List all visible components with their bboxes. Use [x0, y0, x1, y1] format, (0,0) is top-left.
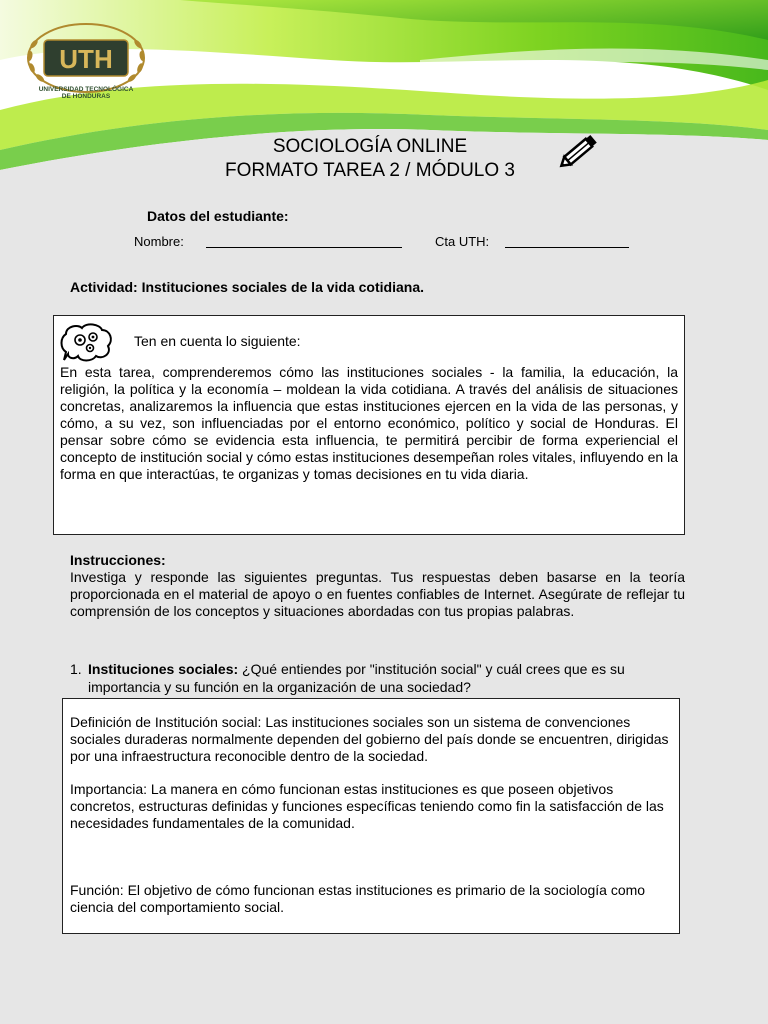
note-heading: Ten en cuenta lo siguiente: — [134, 333, 301, 349]
answer-definition: Definición de Institución social: Las instituciones sociales son un sistema de convenciones sociales duraderas normalmente dependen del gobierno del país donde se encuentren, dirigidas por una infraestructura reconocible dentro de la sociedad. — [70, 714, 669, 764]
name-field[interactable] — [206, 247, 402, 248]
pencil-icon — [556, 130, 602, 172]
instructions-body: Investiga y responde las siguientes preguntas. Tus respuestas deben basarse en la teoría proporcionada en el material de apoyo o en fuentes confiables de Internet. Asegúrate de reflejar tu comprensión de los conceptos y situaciones abordadas con tus propias palabras. — [70, 569, 685, 619]
student-data-heading: Datos del estudiante: — [147, 208, 289, 224]
logo-caption-line1: UNIVERSIDAD TECNOLÓGICA — [38, 86, 134, 93]
assignment-title: FORMATO TAREA 2 / MÓDULO 3 — [225, 160, 515, 181]
question-number: 1. — [70, 661, 82, 677]
activity-label: Actividad: Instituciones sociales de la vida cotidiana. — [70, 279, 424, 295]
course-title: SOCIOLOGÍA ONLINE — [272, 136, 468, 157]
question-text: ¿Qué entiendes por "institución social" y cuál crees que es su importancia y su función en la organización de una sociedad? — [88, 661, 625, 695]
logo-caption-line2: DE HONDURAS — [61, 93, 111, 100]
answer-box[interactable] — [62, 698, 680, 934]
question-topic: Instituciones sociales: — [88, 661, 239, 677]
thinking-head-icon — [58, 322, 114, 362]
logo-text: UTH — [59, 44, 113, 74]
account-field[interactable] — [505, 247, 629, 248]
note-box — [53, 315, 685, 535]
answer-function: Función: El objetivo de cómo funcionan estas instituciones es primario de la sociología como ciencia del comportamiento social. — [70, 882, 646, 915]
answer-importance: Importancia: La manera en cómo funcionan estas instituciones es que poseen objetivos concretos, estructuras definidas y funciones específicas teniendo como fin la satisfacción de las necesidades fundamentales de la comunidad. — [70, 781, 664, 831]
account-label: Cta UTH: — [435, 234, 490, 249]
note-body: En esta tarea, comprenderemos cómo las instituciones sociales - la familia, la educación, la religión, la política y la economía – moldean la vida cotidiana. A través del análisis de situaciones concretas, analizaremos la influencia que estas instituciones ejercen en la vida de las personas, y cómo, a su vez, son influenciadas por el entorno económico, político y social de Honduras. El pensar sobre cómo se evidencia esta influencia, te permitirá percibir de forma experiencial el concepto de institución social y cómo estas instituciones desempeñan roles vitales, influyendo en la forma en que interactúas, te organizas y tomas decisiones en tu vida diaria. — [60, 364, 678, 482]
instructions-section — [70, 552, 685, 620]
question-1 — [70, 660, 685, 696]
instructions-title: Instrucciones: — [70, 552, 166, 568]
name-label: Nombre: — [134, 234, 184, 249]
logo-caption — [20, 86, 152, 100]
